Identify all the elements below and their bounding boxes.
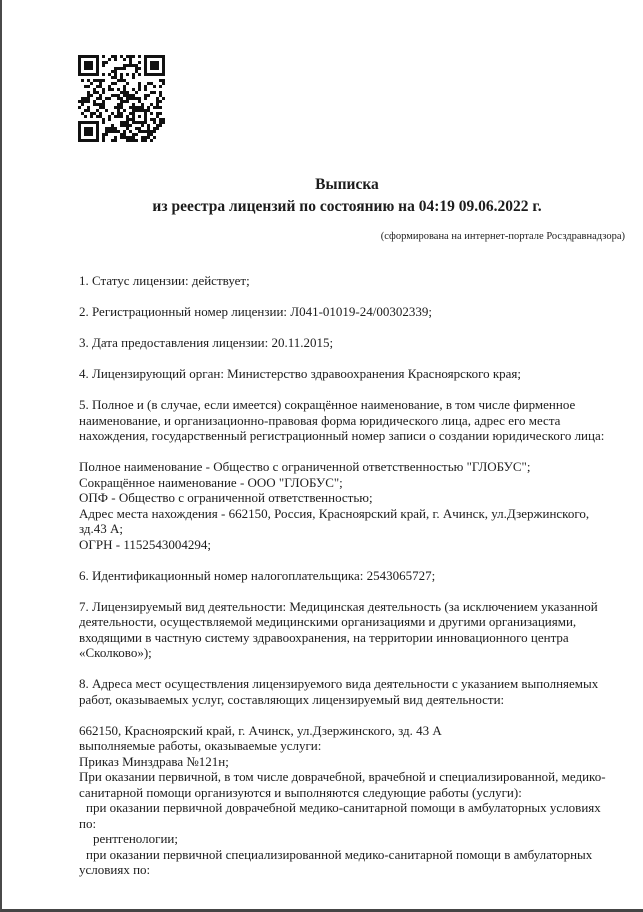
activity-details-block	[79, 723, 615, 878]
entity-section-intro: 5. Полное и (в случае, если имеется) сокращённое наименование, в том числе фирменное наименование, и организационно-правовая форма юридического лица, адрес его места нахождения, государственный регистрационный номер записи о создании юридического лица:	[79, 397, 605, 443]
services-label: выполняемые работы, оказываемые услуги:	[79, 738, 322, 753]
entity-address: Адрес места нахождения - 662150, Россия, Красноярский край, г. Ачинск, ул.Дзержинского, зд.43 А;	[79, 505, 590, 536]
radiology-item: рентгенологии;	[93, 831, 178, 846]
qr-code	[78, 55, 165, 142]
document-title	[79, 174, 615, 218]
entity-ogrn: ОГРН - 1152543004294;	[79, 536, 211, 552]
specialized-care-item: при оказании первичной специализированной медико-санитарной помощи в амбулаторных условиях по:	[79, 846, 593, 877]
document-title-line1: Выписка	[315, 176, 379, 193]
grant-date: 3. Дата предоставления лицензии: 20.11.2015;	[79, 335, 334, 350]
primary-care-works: При оказании первичной, в том числе доврачебной, врачебной и специализированной, медико-санитарной помощи организуются и выполняются следующие работы (услуги):	[79, 769, 606, 800]
license-status: 1. Статус лицензии: действует;	[79, 273, 250, 288]
document-title-line2: из реестра лицензий по состоянию на 04:19 09.06.2022 г.	[152, 198, 542, 215]
entity-short-name: Сокращённое наименование - ООО "ГЛОБУС";	[79, 474, 343, 490]
licensing-authority: 4. Лицензирующий орган: Министерство здравоохранения Красноярского края;	[79, 366, 521, 381]
activity-addresses-intro: 8. Адреса мест осуществления лицензируемого вида деятельности с указанием выполняемых работ, оказываемых услуг, составляющих лицензируемый вид деятельности:	[79, 676, 599, 707]
licensed-activity: 7. Лицензируемый вид деятельности: Медицинская деятельность (за исключением указанной деятельности, осуществляемой медицинскими организациями и другими организациями, входящими в частную систему здравоохранения, на территории инновационного центра «Сколково»);	[79, 598, 598, 660]
prehospital-care-item: при оказании первичной доврачебной медико-санитарной помощи в амбулаторных условиях по:	[79, 800, 601, 831]
ministry-order: Приказ Минздрава №121н;	[79, 753, 229, 769]
formation-note: (сформирована на интернет-портале Росздравнадзора)	[380, 231, 625, 242]
entity-opf: ОПФ - Общество с ограниченной ответственностью;	[79, 490, 373, 505]
registration-number: 2. Регистрационный номер лицензии: Л041-01019-24/00302339;	[79, 304, 432, 319]
document-body	[79, 273, 615, 878]
taxpayer-inn: 6. Идентификационный номер налогоплательщика: 2543065727;	[79, 567, 436, 583]
entity-full-name: Полное наименование - Общество с ограниченной ответственностью "ГЛОБУС";	[79, 459, 531, 474]
entity-details-block	[79, 459, 615, 552]
activity-address: 662150, Красноярский край, г. Ачинск, ул.Дзержинского, зд. 43 А	[79, 722, 442, 738]
